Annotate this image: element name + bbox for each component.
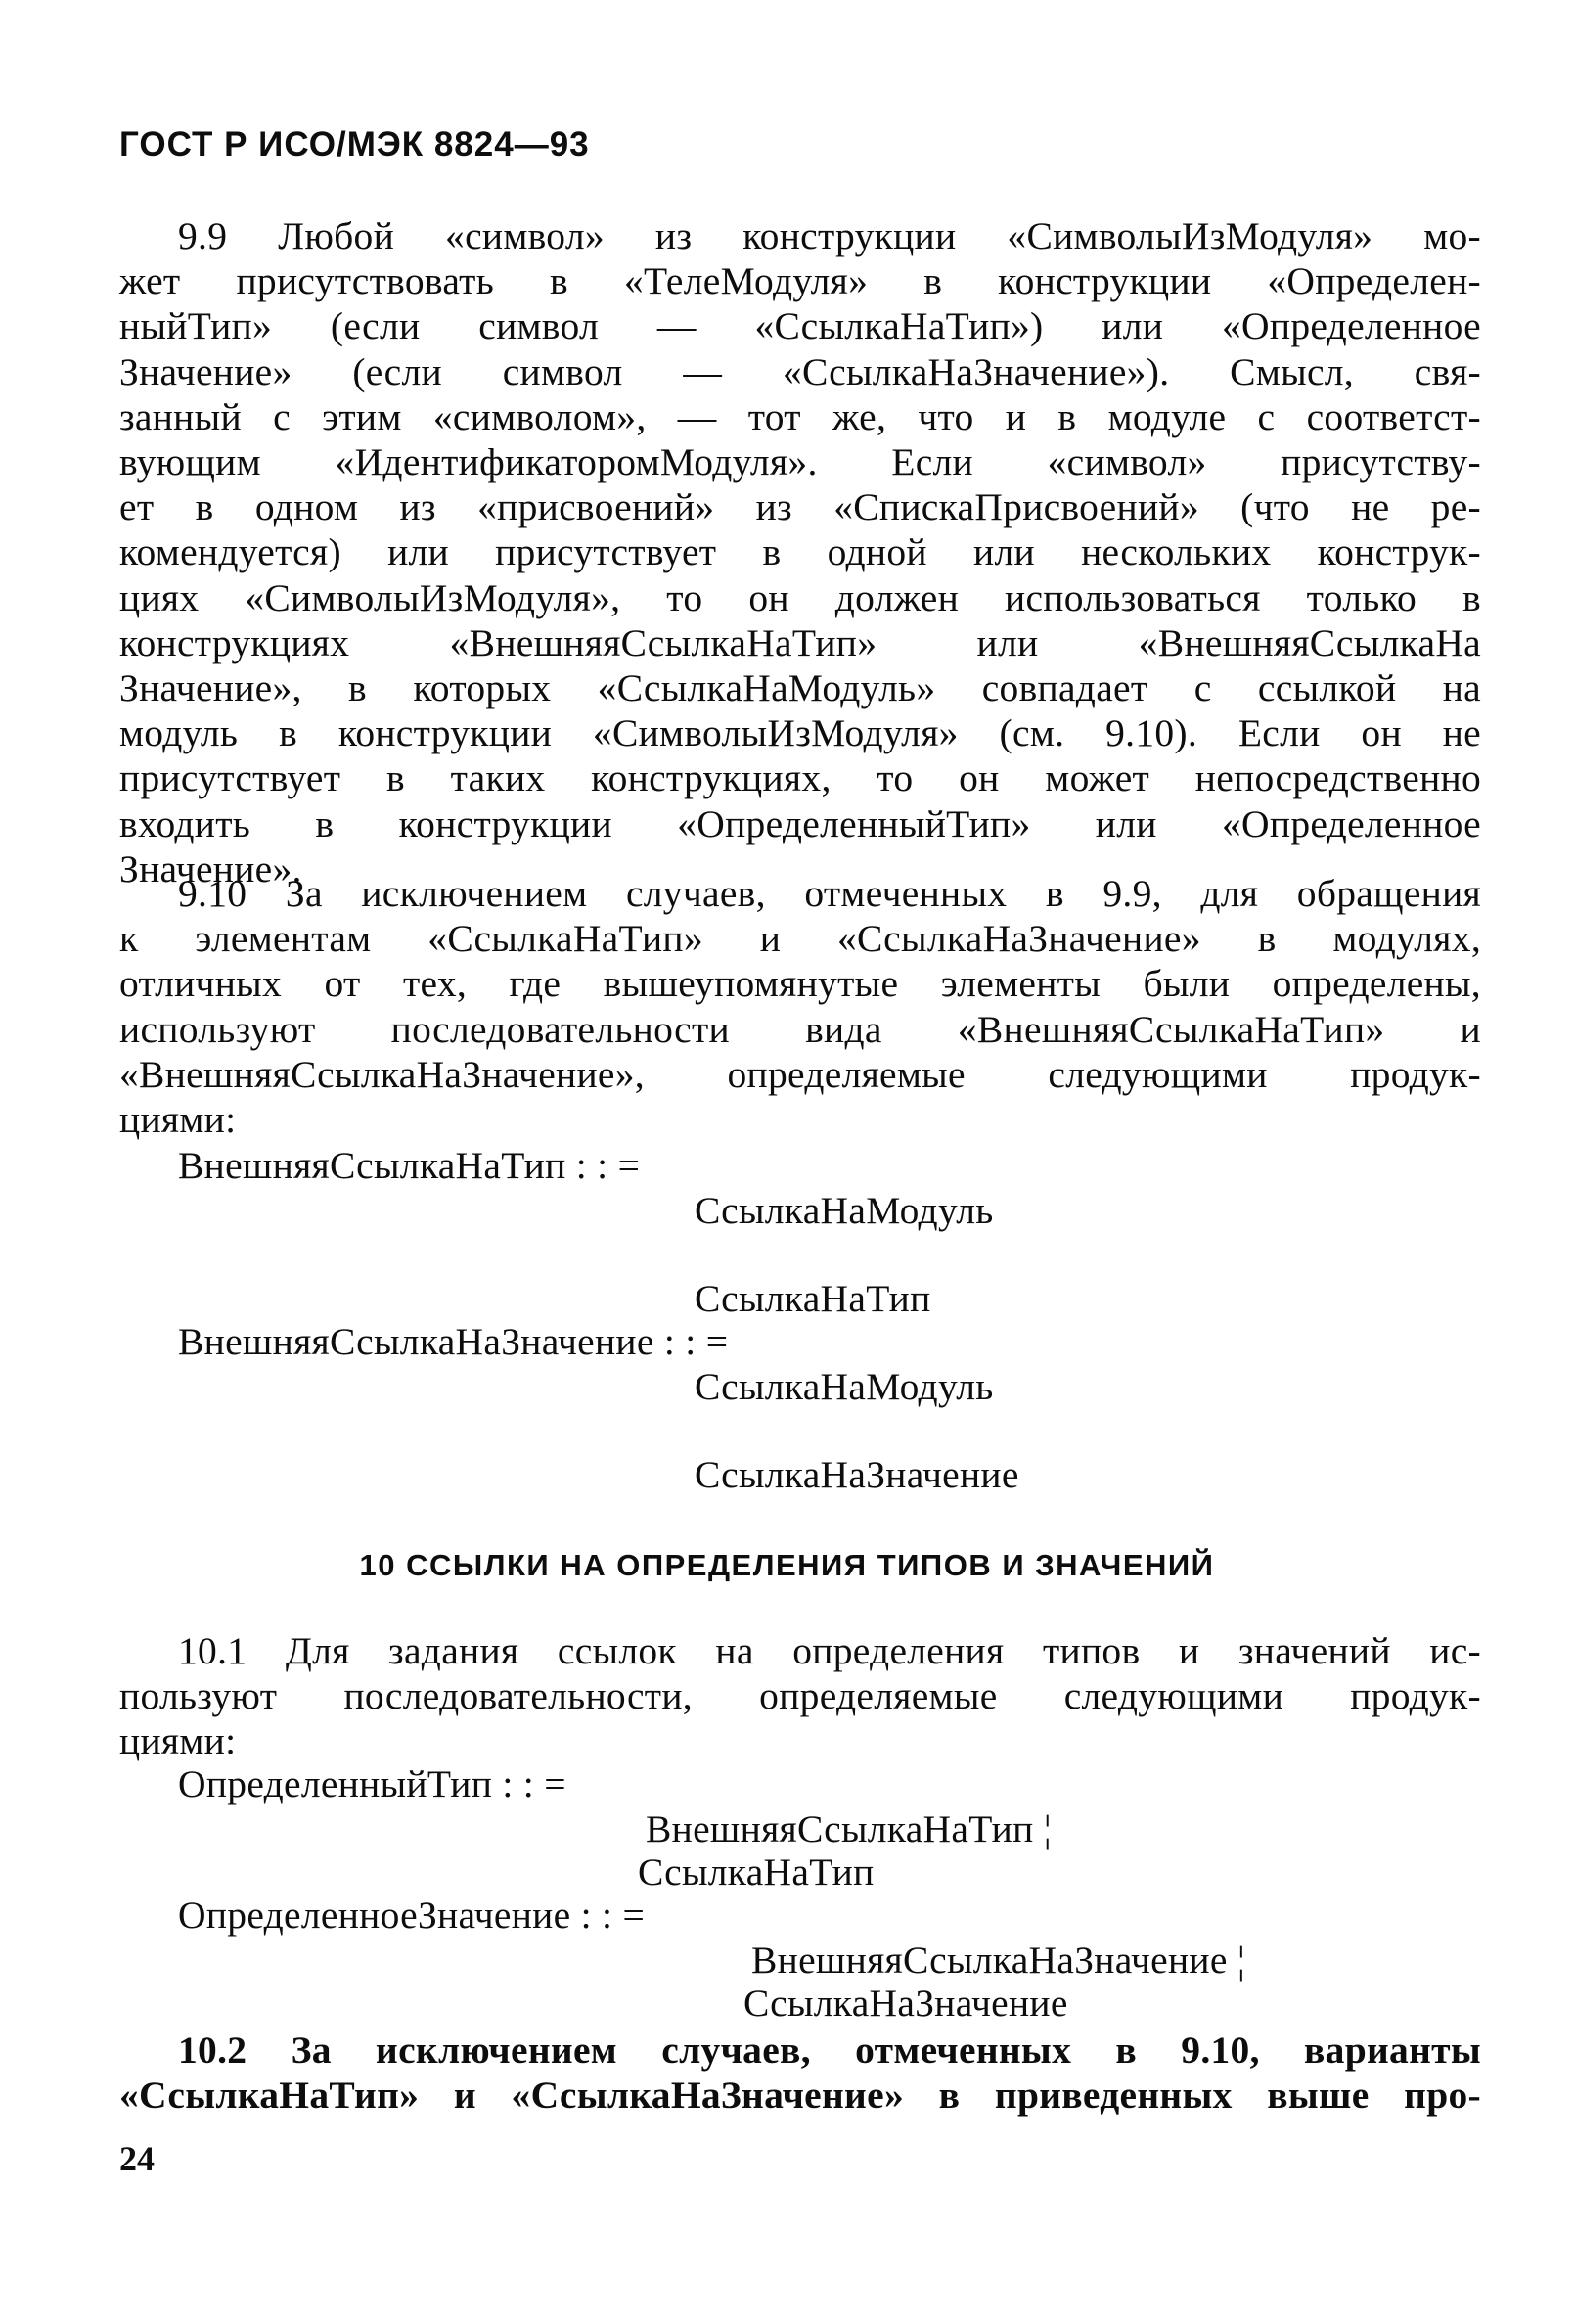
- production-lhs: ВнешняяСсылкаНаТип : : =: [178, 1144, 641, 1187]
- paragraph-9-9: [119, 213, 1481, 891]
- text-line: ныйТип» (если символ — «СсылкаНаТип») или «Определенное: [119, 304, 1481, 348]
- paragraph-10-1: [119, 1628, 1481, 1764]
- text-line: 10.1 Для задания ссылок на определения типов и значений ис-: [178, 1629, 1481, 1672]
- text-line: 9.9 Любой «символ» из конструкции «СимволыИзМодуля» мо-: [178, 214, 1481, 257]
- text-line: конструкциях «ВнешняяСсылкаНаТип» или «ВнешняяСсылкаНа: [119, 620, 1481, 664]
- production-rhs: СсылкаНаМодуль: [695, 1365, 994, 1408]
- text-line: циями:: [119, 1719, 237, 1763]
- text-line: циях «СимволыИзМодуля», то он должен использоваться только в: [119, 575, 1481, 619]
- text-line: модуль в конструкции «СимволыИзМодуля» (см. 9.10). Если он не: [119, 711, 1481, 755]
- text-line: комендуется) или присутствует в одной или нескольких конструк-: [119, 530, 1481, 574]
- production-rhs: СсылкаНаЗначение: [695, 1453, 1019, 1496]
- text-line: используют последовательности вида «ВнешняяСсылкаНаТип» и: [119, 1007, 1481, 1051]
- text-line: ет в одном из «присвоений» из «СпискаПрисвоений» (что не ре-: [119, 485, 1481, 529]
- production-rhs: СсылкаНаМодуль: [695, 1189, 994, 1232]
- text-line: присутствует в таких конструкциях, то он может непосредственно: [119, 756, 1481, 800]
- text-line: 9.10 За исключением случаев, отмеченных в 9.9, для обращения: [178, 872, 1481, 915]
- production-rhs: ВнешняяСсылкаНаТип ¦: [646, 1807, 1052, 1850]
- text-line: «СсылкаНаТип» и «СсылкаНаЗначение» в приведенных выше про-: [119, 2073, 1481, 2118]
- section-heading: 10 ССЫЛКИ НА ОПРЕДЕЛЕНИЯ ТИПОВ И ЗНАЧЕНИЙ: [359, 1548, 1215, 1582]
- text-line: Значение» (если символ — «СсылкаНаЗначение»). Смысл, свя-: [119, 349, 1481, 393]
- text-line: циями:: [119, 1098, 237, 1142]
- text-line: Значение», в которых «СсылкаНаМодуль» совпадает с ссылкой на: [119, 666, 1481, 710]
- text-line: входить в конструкции «ОпределенныйТип» или «Определенное: [119, 801, 1481, 845]
- text-line: вующим «ИдентификаторомМодуля». Если «символ» присутству-: [119, 440, 1481, 484]
- text-line: жет присутствовать в «ТелеМодуля» в конструкции «Определен-: [119, 259, 1481, 303]
- production-lhs: ОпределенноеЗначение : : =: [178, 1893, 646, 1937]
- paragraph-9-10: [119, 871, 1481, 1142]
- text-line: отличных от тех, где вышеупомянутые элементы были определены,: [119, 962, 1481, 1006]
- production-lhs: ВнешняяСсылкаНаЗначение : : =: [178, 1320, 729, 1363]
- paragraph-10-2: [119, 2028, 1481, 2118]
- text-line: пользуют последовательности, определяемые следующими продук-: [119, 1674, 1481, 1718]
- text-line: занный с этим «символом», — тот же, что и в модуле с соответст-: [119, 394, 1481, 438]
- text-line: Значение».: [119, 846, 302, 890]
- production-rhs: СсылкаНаТип: [695, 1277, 931, 1320]
- production-rhs: СсылкаНаТип: [638, 1850, 875, 1893]
- text-line: к элементам «СсылкаНаТип» и «СсылкаНаЗначение» в модулях,: [119, 917, 1481, 961]
- text-line: 10.2 За исключением случаев, отмеченных в 9.10, варианты: [178, 2028, 1481, 2072]
- page-number: 24: [119, 2139, 155, 2178]
- production-rhs: СсылкаНаЗначение: [743, 1982, 1068, 2025]
- production-lhs: ОпределенныйТип : : =: [178, 1762, 566, 1805]
- document-header: ГОСТ Р ИСО/МЭК 8824—93: [119, 125, 590, 163]
- text-line: «ВнешняяСсылкаНаЗначение», определяемые следующими продук-: [119, 1052, 1481, 1096]
- production-rhs: ВнешняяСсылкаНаЗначение ¦: [751, 1938, 1246, 1982]
